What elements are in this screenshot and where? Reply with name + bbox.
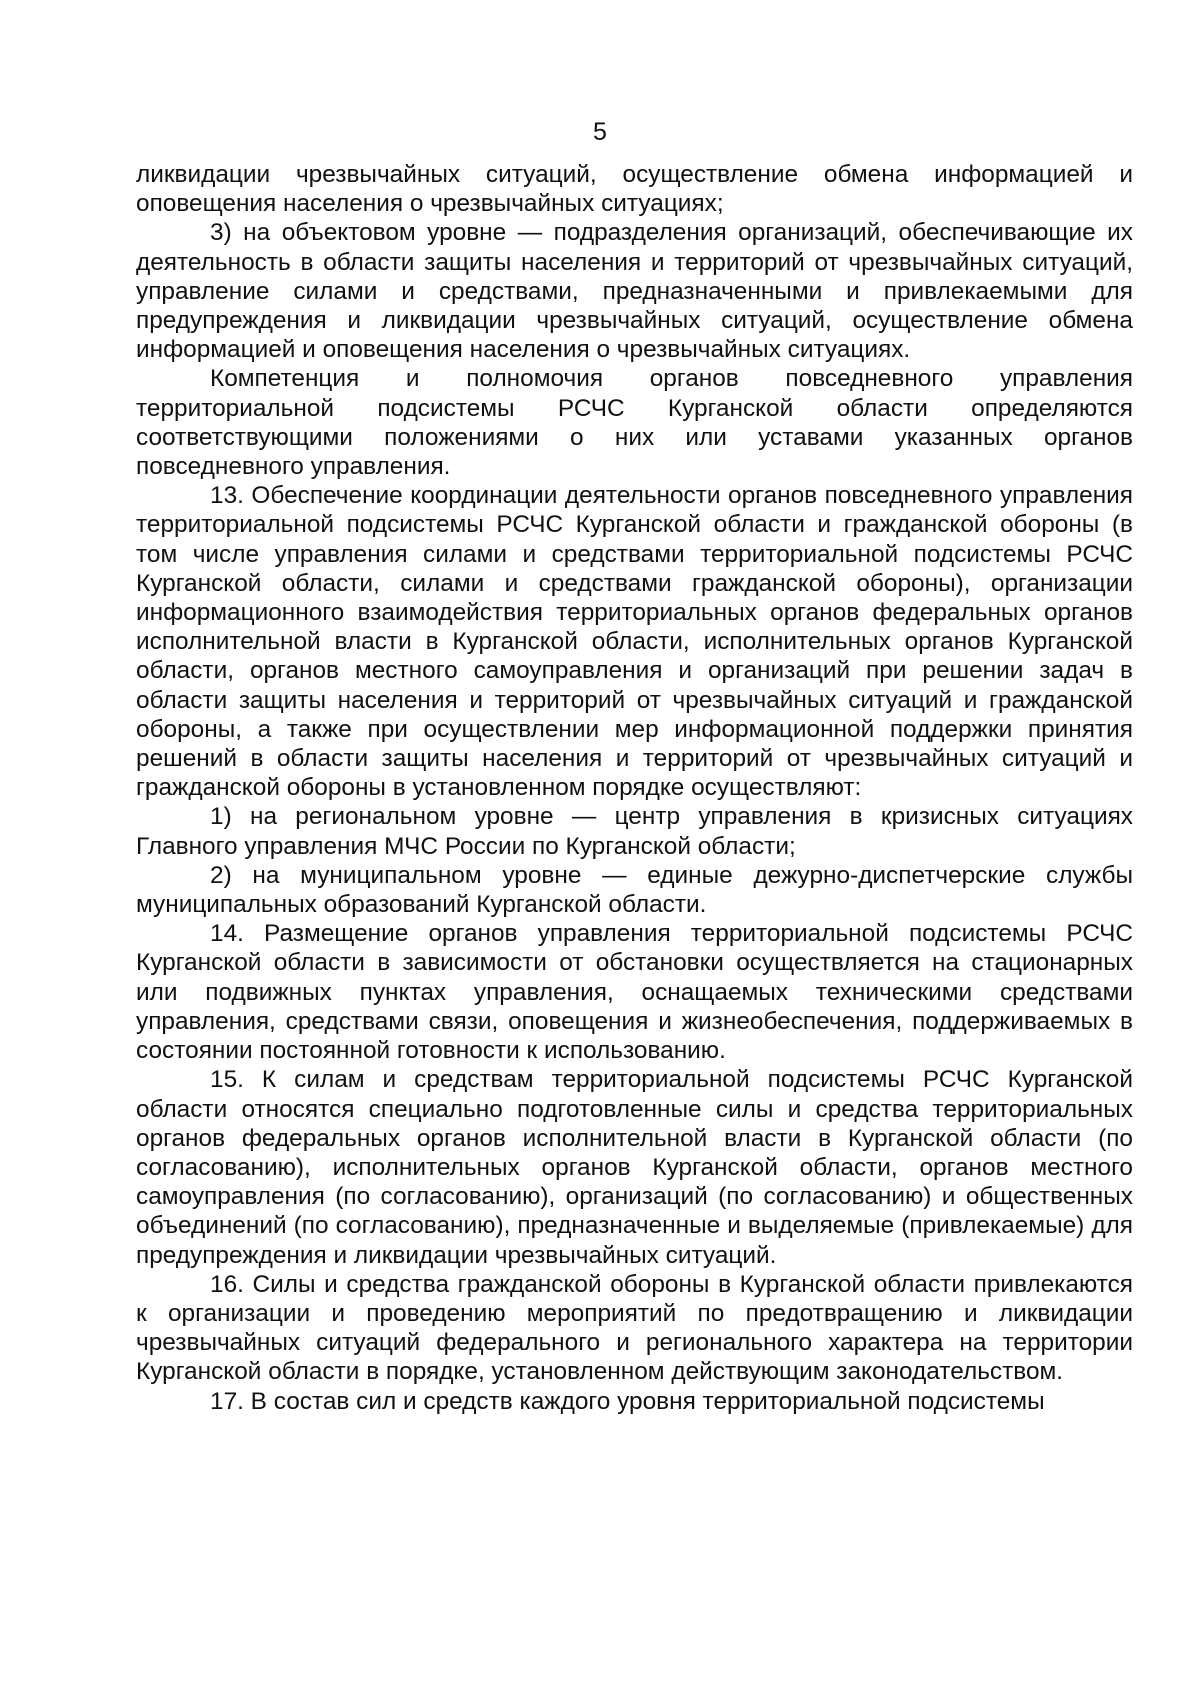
paragraph-continuation: ликвидации чрезвычайных ситуаций, осуществление обмена информацией и оповещения населения о чрезвычайных ситуациях; <box>136 161 1133 218</box>
paragraph-object-level: 3) на объектовом уровне — подразделения организаций, обеспечивающие их деятельность в области защиты населения и территорий от чрезвычайных ситуаций, управление силами и средствами, предназначенными и привлекаемыми для предупреждения и ликвидации чрезвычайных ситуаций, осуществление обмена информацией и оповещения населения о чрезвычайных ситуациях. <box>136 219 1133 364</box>
paragraph-13-item-2: 2) на муниципальном уровне — единые дежурно-диспетчерские службы муниципальных образований Курганской области. <box>136 861 1133 919</box>
paragraph-14: 14. Размещение органов управления территориальной подсистемы РСЧС Курганской области в зависимости от обстановки осуществляется на стационарных или подвижных пунктах управления, оснащаемых техническими средствами управления, средствами связи, оповещения и жизнеобеспечения, поддерживаемых в состоянии постоянной готовности к использованию. <box>136 920 1133 1065</box>
paragraph-13: 13. Обеспечение координации деятельности органов повседневного управления территориальной подсистемы РСЧС Курганской области и гражданской обороны (в том числе управления силами и средствами территориальной подсистемы РСЧС Курганской области, силами и средствами гражданской обороны), организации информационного взаимодействия территориальных органов федеральных органов исполнительной власти в Курганской области, исполнительных органов Курганской области, органов местного самоуправления и организаций при решении задач в области защиты населения и территорий от чрезвычайных ситуаций и гражданской обороны, а также при осуществлении мер информационной поддержки принятия решений в области защиты населения и территорий от чрезвычайных ситуаций и гражданской обороны в установленном порядке осуществляют: <box>136 482 1133 802</box>
paragraph-17: 17. В состав сил и средств каждого уровня территориальной подсистемы <box>210 1387 1045 1415</box>
document-body <box>136 160 1133 1416</box>
page-number: 5 <box>593 118 607 146</box>
paragraph-15: 15. К силам и средствам территориальной подсистемы РСЧС Курганской области относятся специально подготовленные силы и средства территориальных органов федеральных органов исполнительной власти в Курганской области (по согласованию), исполнительных органов Курганской области, органов местного самоуправления (по согласованию), организаций (по согласованию) и общественных объединений (по согласованию), предназначенные и выделяемые (привлекаемые) для предупреждения и ликвидации чрезвычайных ситуаций. <box>136 1066 1133 1269</box>
paragraph-13-item-1: 1) на региональном уровне — центр управления в кризисных ситуациях Главного управления МЧС России по Курганской области; <box>136 803 1133 860</box>
paragraph-16: 16. Силы и средства гражданской обороны в Курганской области привлекаются к организации и проведению мероприятий по предотвращению и ликвидации чрезвычайных ситуаций федерального и регионального характера на территории Курганской области в порядке, установленном действующим законодательством. <box>136 1270 1133 1386</box>
paragraph-competence: Компетенция и полномочия органов повседневного управления территориальной подсистемы РСЧС Курганской области определяются соответствующими положениями о них или уставами указанных органов повседневного управления. <box>136 365 1133 481</box>
